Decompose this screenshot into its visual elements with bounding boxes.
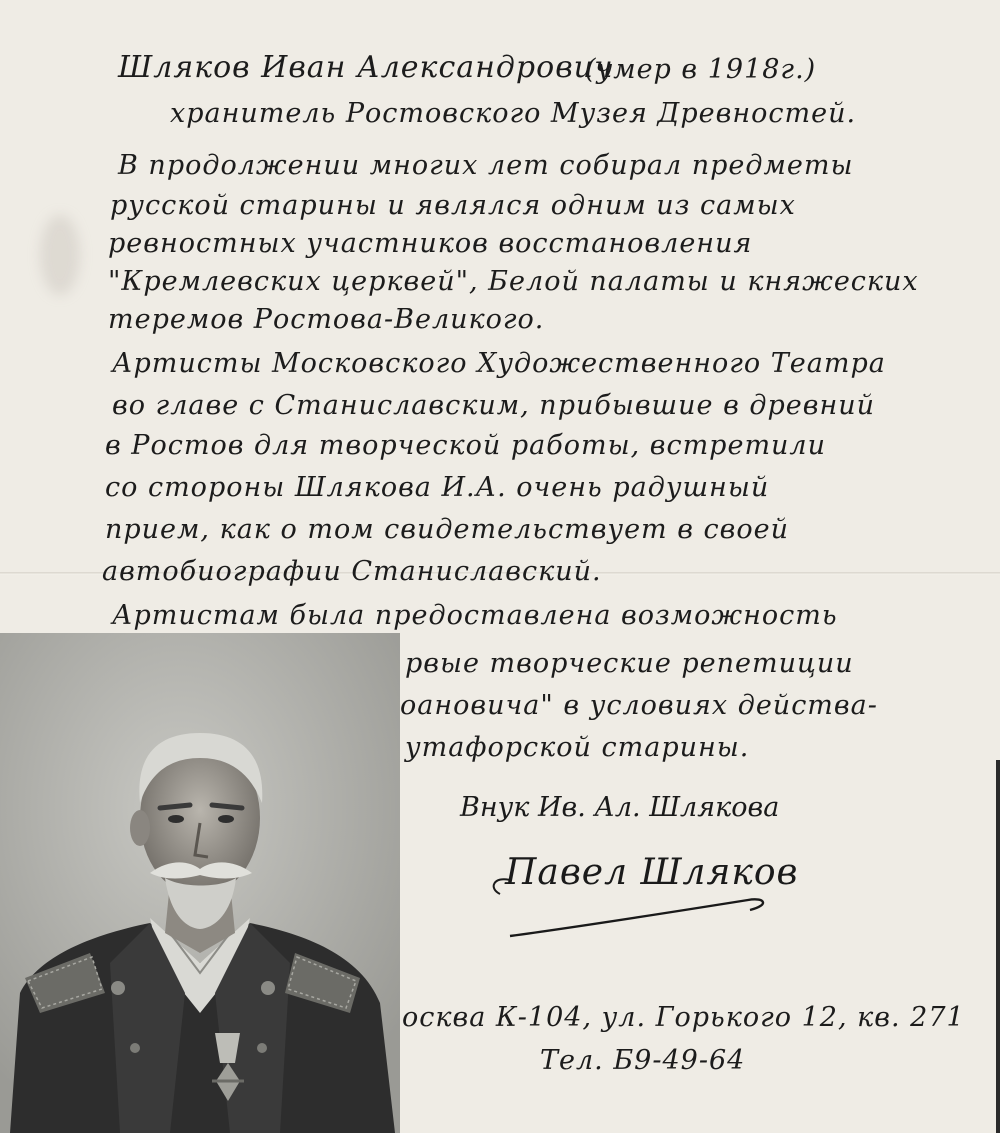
portrait-photo xyxy=(0,633,400,1133)
page-edge xyxy=(996,760,1000,1133)
phone-line: Тел. Б9-49-64 xyxy=(540,1045,746,1076)
letter-line: Артистам была предоставлена возможность xyxy=(112,600,838,631)
letter-line: Артисты Московского Художественного Театра xyxy=(112,348,886,379)
signature-flourish xyxy=(480,870,780,950)
letter-line: автобиографии Станиславский. xyxy=(102,556,602,587)
letter-line: ревностных участников восстановления xyxy=(108,228,753,259)
letter-line: "Кремлевских церквей", Белой палаты и княжеских xyxy=(108,266,919,297)
letter-line: со стороны Шлякова И.А. очень радушный xyxy=(105,472,770,503)
letter-line: в Ростов для творческой работы, встретили xyxy=(105,430,827,461)
signature: Павел Шляков xyxy=(505,852,799,893)
letter-line: утафорской старины. xyxy=(405,732,750,763)
letter-line: теремов Ростова-Великого. xyxy=(108,304,545,335)
paper-stain xyxy=(40,215,80,295)
letter-line: прием, как о том свидетельствует в своей xyxy=(105,514,789,545)
letter-line: русской старины и являлся одним из самых xyxy=(110,190,796,221)
address-line: осква К-104, ул. Горького 12, кв. 271 xyxy=(402,1002,965,1033)
heading-name: Шляков Иван Александрович xyxy=(118,50,614,85)
letter-line: рвые творческие репетиции xyxy=(405,648,854,679)
portrait-illustration xyxy=(0,633,400,1133)
heading-title: хранитель Ростовского Музея Древностей. xyxy=(170,98,857,129)
grandson-line: Внук Ив. Ал. Шлякова xyxy=(460,792,780,823)
letter-line: во главе с Станиславским, прибывшие в древний xyxy=(112,390,876,421)
heading-note: (умер в 1918г.) xyxy=(585,54,817,85)
letter-line: В продолжении многих лет собирал предметы xyxy=(118,150,854,181)
letter-line: оановича" в условиях действа- xyxy=(400,690,878,721)
